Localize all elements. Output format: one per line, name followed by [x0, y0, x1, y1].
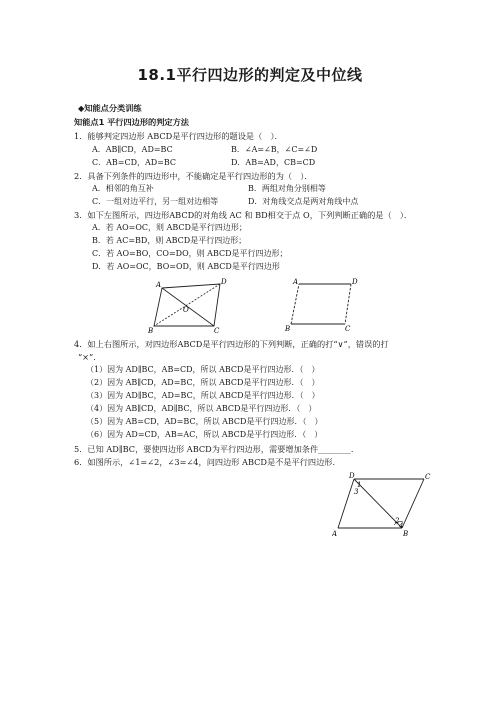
question-1-option-d: D．AB=AD，CB=CD [231, 158, 316, 167]
page-title: 18.1平行四边形的判定及中位线 [137, 66, 363, 84]
left-label-d: D [221, 278, 227, 286]
bottom-label-b: B [403, 530, 409, 538]
question-4-stem-line1: 4．如上右图所示，对四边形ABCD是平行四边形的下列判断，正确的打“∨”，错误的打 [74, 339, 389, 349]
bottom-label-d: D [349, 472, 355, 480]
question-2-option-c: C．一组对边平行，另一组对边相等 [92, 197, 219, 206]
question-4-item-1: （1）因为 AD∥BC，AB=CD，所以 ABCD是平行四边形．（ ） [86, 365, 320, 374]
bottom-label-angle-3: 3 [354, 488, 359, 496]
right-figure-side-ba [291, 284, 299, 324]
question-1-option-c: C．AB=CD，AD=BC [92, 158, 177, 167]
question-4-item-3: （3）因为 AD∥BC，AD=BC，所以 ABCD是平行四边形．（ ） [86, 391, 320, 400]
question-2-stem: 2．具备下列条件的四边形中，不能确定是平行四边形的为（ ）． [74, 171, 313, 181]
figure-left-parallelogram [148, 278, 228, 334]
question-2-option-a: A．相邻的角互补 [92, 184, 154, 193]
right-label-b: B [285, 325, 291, 333]
question-1-option-b: B．∠A=∠B，∠C=∠D [231, 145, 318, 154]
question-5: 5．已知 AD∥BC，要使四边形 ABCD为平行四边形，需要增加条件________． [74, 444, 360, 454]
question-6: 6．如图所示，∠1=∠2，∠3=∠4，问四边形 ABCD是不是平行四边形． [74, 457, 341, 467]
question-3-option-d: D．若 AO=OC，BO=OD，则 ABCD是平行四边形 [92, 262, 280, 271]
right-label-d: D [352, 278, 358, 286]
left-figure-diagonal-bd [154, 284, 220, 326]
question-4-item-6: （6）因为 AD=CD，AB=AC，所以 ABCD是平行四边形．（ ） [86, 430, 323, 439]
question-3-stem: 3．如下左图所示，四边形ABCD的对角线 AC 和 BD相交于点 O，下列判断正确的是（ ）． [74, 210, 413, 220]
question-4-stem-line2: “×”． [78, 352, 102, 362]
question-3-option-b: B．若 AC=BD，则 ABCD是平行四边形； [92, 236, 247, 245]
bottom-figure-side-ad [338, 479, 354, 528]
right-label-a: A [293, 278, 299, 286]
figure-bottom-quadrilateral [332, 470, 432, 540]
question-3-option-a: A．若 AO=OC，则 ABCD是平行四边形； [92, 223, 247, 232]
knowledge-point-heading: 知能点1 平行四边形的判定方法 [74, 117, 189, 127]
question-3-option-c: C．若 AO=BO，CO=DO，则 ABCD是平行四边形； [92, 249, 288, 258]
question-1-stem: 1．能够判定四边形 ABCD是平行四边形的题设是（ ）． [74, 131, 283, 141]
right-label-c: C [345, 325, 351, 333]
bottom-label-angle-4: 4 [399, 522, 404, 530]
left-label-c: C [214, 327, 220, 334]
bottom-label-c: C [425, 473, 431, 481]
bottom-label-angle-1: 1 [357, 481, 362, 489]
question-2-option-d: D．对角线交点是两对角线中点 [248, 197, 359, 206]
question-1-option-a: A．AB∥CD，AD=BC [92, 145, 173, 154]
question-2-option-b: B．两组对角分别相等 [248, 184, 326, 193]
bottom-figure-side-cb [402, 479, 424, 528]
left-label-b: B [148, 327, 154, 334]
left-label-a: A [156, 281, 162, 289]
question-4-item-2: （2）因为 AB∥CD，AD=BC，所以 ABCD是平行四边形．（ ） [86, 378, 320, 387]
bottom-label-angle-2: 2 [395, 517, 400, 525]
figure-right-parallelogram [283, 278, 363, 334]
question-4-item-4: （4）因为 AB∥CD，AD∥BC，所以 ABCD是平行四边形．（ ） [86, 404, 317, 413]
question-4-item-5: （5）因为 AB=CD，AD=BC，所以 ABCD是平行四边形．（ ） [86, 417, 323, 426]
left-label-o: O [183, 306, 189, 314]
section-header: ◆知能点分类训练 [78, 103, 142, 113]
bottom-label-a: A [332, 530, 338, 538]
right-figure-side-dc [345, 284, 351, 324]
